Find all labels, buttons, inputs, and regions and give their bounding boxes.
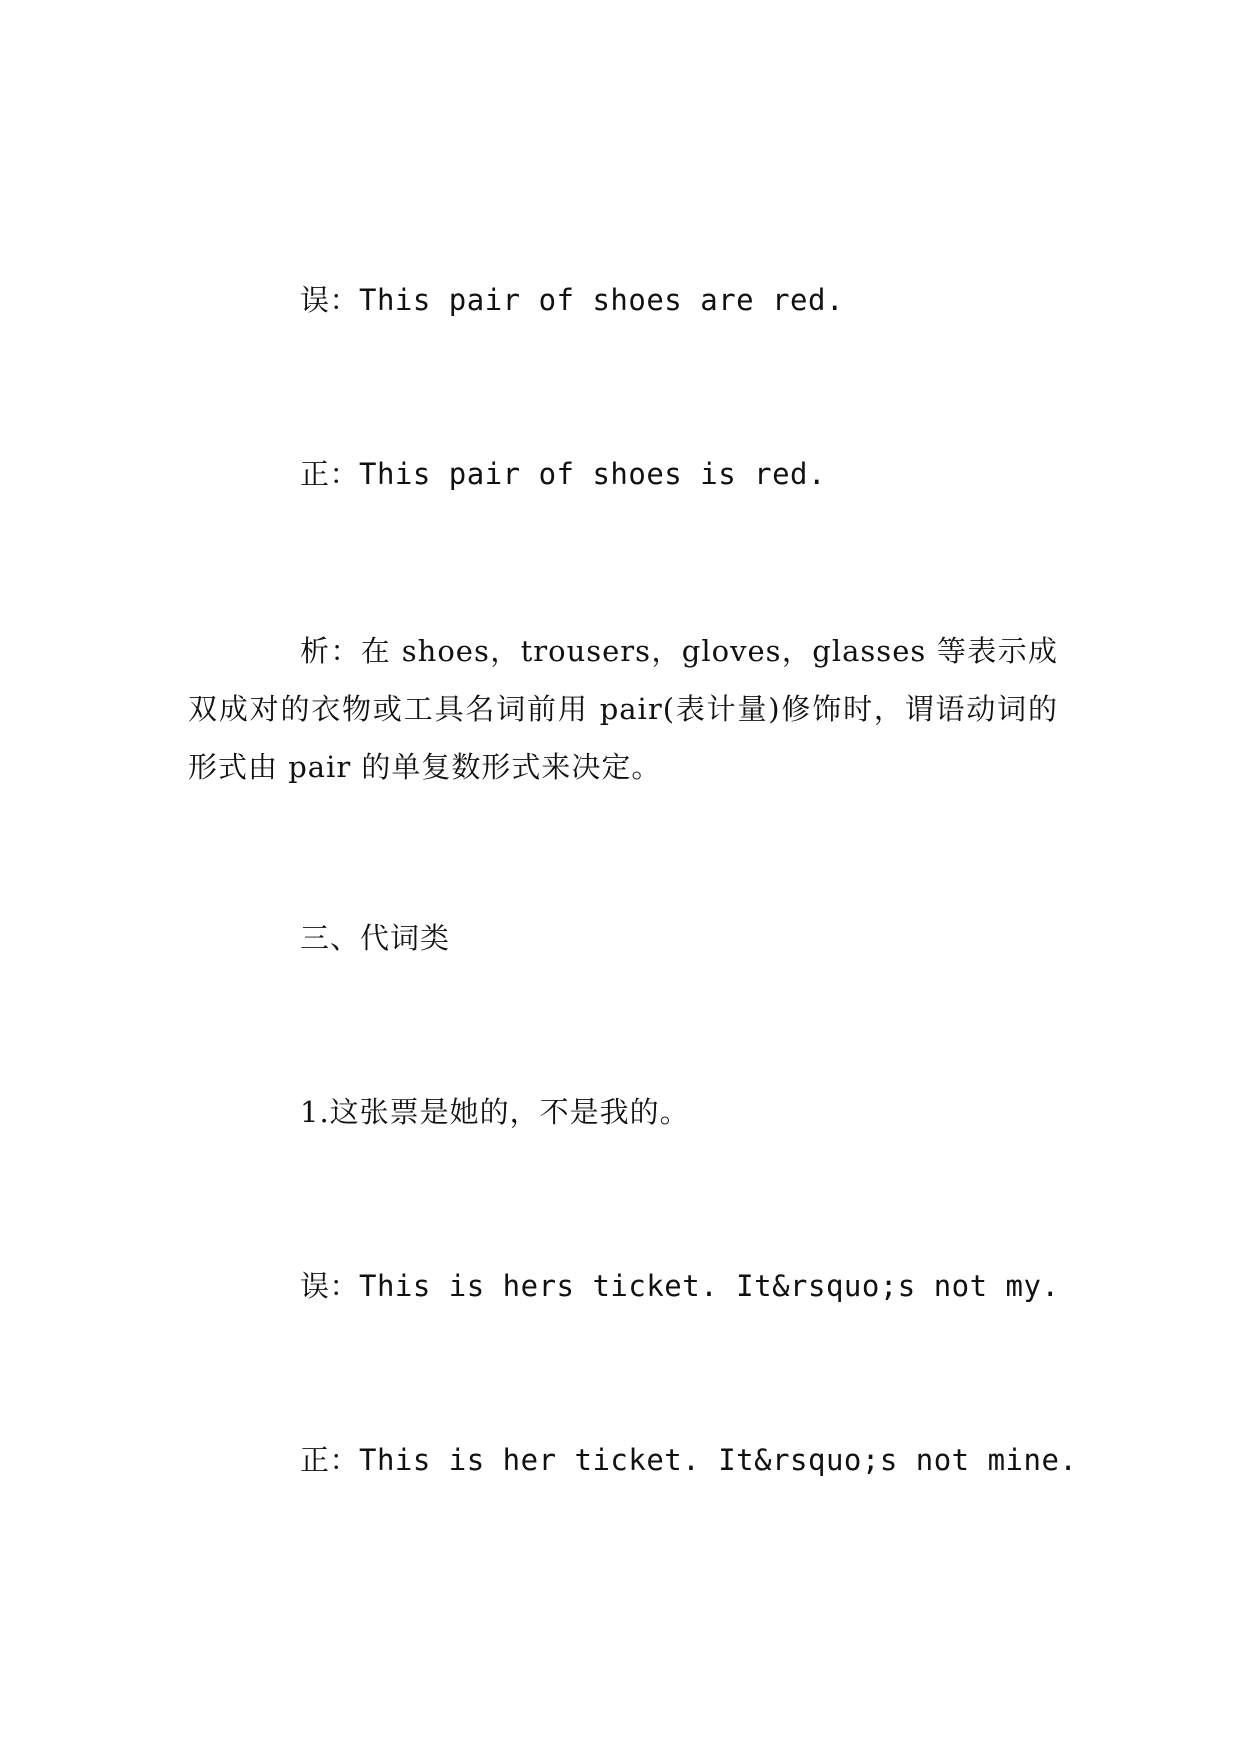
analysis-paragraph: 析：在 shoes，trousers，gloves，glasses 等表示成双成对的衣物或工具名词前用 pair(表计量)修饰时，谓语动词的形式由 pair 的单复数形式来决定。 xyxy=(188,634,1058,784)
wrong-example-2: 误：This is hers ticket. It&rsquo;s not my. xyxy=(300,1269,1060,1303)
wrong-example-1: 误：This pair of shoes are red. xyxy=(300,283,844,317)
correct-example-1: 正：This pair of shoes is red. xyxy=(300,457,826,491)
section-heading-pronouns: 三、代词类 xyxy=(300,921,451,955)
correct-example-2: 正：This is her ticket. It&rsquo;s not mine. xyxy=(300,1443,1078,1477)
numbered-item-1: 1.这张票是她的，不是我的。 xyxy=(300,1095,690,1129)
